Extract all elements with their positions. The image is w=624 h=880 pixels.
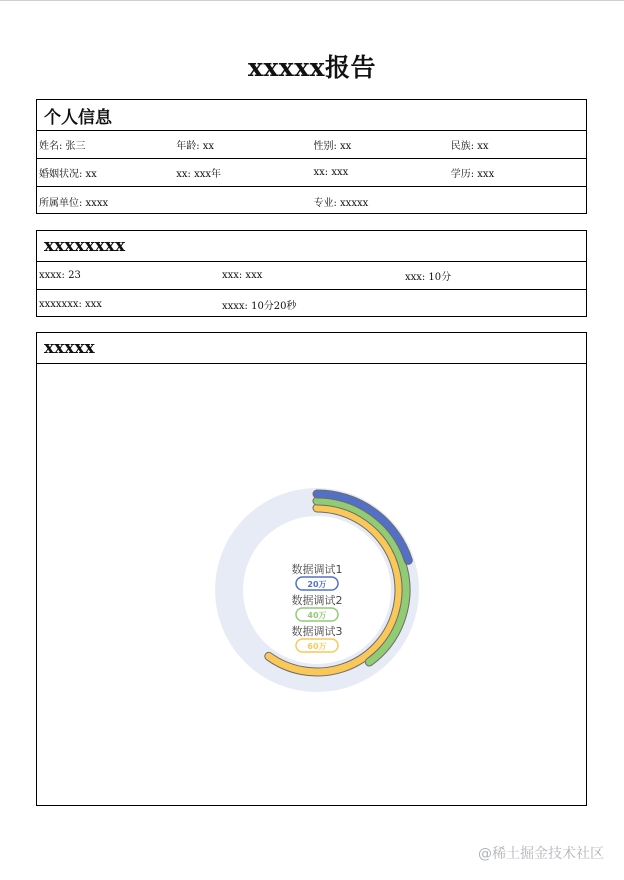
info-cell: 专业: xxxxx — [313, 197, 369, 209]
watermark: @稀土掘金技术社区 — [478, 846, 604, 862]
chart-section-heading: xxxxx — [37, 333, 586, 364]
personal-info-heading: 个人信息 — [37, 100, 586, 131]
series-value-label: 60万 — [307, 642, 327, 651]
info-cell: 婚姻状况: xx — [39, 169, 97, 180]
summary-cell: xxxx: 10分20秒 — [221, 300, 297, 312]
info-cell: 姓名: 张三 — [39, 141, 86, 152]
series-name-label: 数据调试1 — [291, 563, 343, 576]
report-title: xxxxx报告 — [247, 53, 377, 82]
info-cell: 民族: xx — [450, 141, 489, 152]
info-cell: xx: xxx — [313, 167, 349, 178]
info-cell: 性别: xx — [313, 141, 352, 152]
info-cell: 学历: xxx — [450, 169, 495, 180]
series-value-label: 20万 — [307, 580, 327, 589]
series-value-label: 40万 — [307, 611, 327, 620]
info-cell: 所属单位: xxxx — [39, 197, 109, 209]
series-name-label: 数据调试3 — [291, 625, 343, 638]
info-cell: 年龄: xx — [176, 141, 215, 152]
summary-cell: xxx: 10分 — [404, 272, 452, 283]
info-cell: xx: xxx年 — [176, 169, 221, 180]
summary-cell: xxxxxxx: xxx — [39, 298, 102, 310]
summary-cell: xxxx: 23 — [39, 270, 81, 281]
series-name-label: 数据调试2 — [291, 594, 343, 607]
summary-cell: xxx: xxx — [221, 270, 263, 281]
summary-heading: xxxxxxxx — [37, 231, 586, 262]
